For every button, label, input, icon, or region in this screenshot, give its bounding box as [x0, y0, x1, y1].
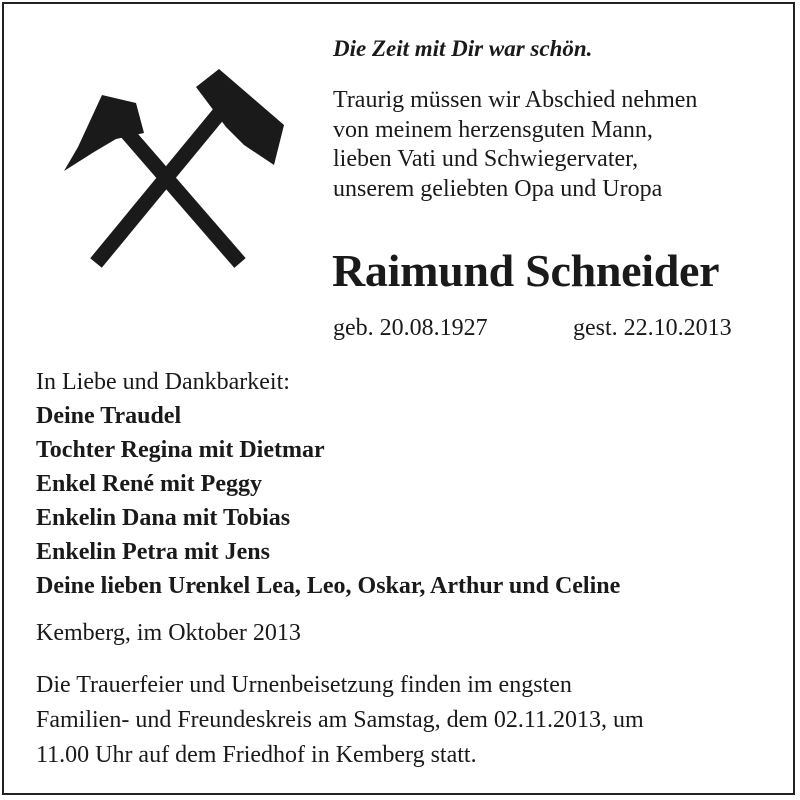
notice-line: 11.00 Uhr auf dem Friedhof in Kemberg statt.: [36, 742, 477, 768]
motto: Die Zeit mit Dir war schön.: [333, 36, 593, 61]
birth-date: geb. 20.08.1927: [333, 315, 488, 341]
mourners-list: [36, 365, 620, 603]
mourner-name: Enkelin Dana mit Tobias: [36, 505, 291, 531]
intro-line: Traurig müssen wir Abschied nehmen: [333, 87, 698, 113]
funeral-notice: [36, 668, 644, 773]
intro-text: [333, 86, 697, 204]
intro-line: von meinem herzensguten Mann,: [333, 116, 653, 143]
mourner-name: Enkel René mit Peggy: [36, 471, 262, 497]
place-and-date: Kemberg, im Oktober 2013: [36, 620, 301, 646]
notice-line: Familien- und Freundeskreis am Samstag, dem 02.11.2013, um: [36, 707, 644, 733]
deceased-name: Raimund Schneider: [332, 245, 720, 296]
mourners-greeting: In Liebe und Dankbarkeit:: [36, 369, 290, 395]
mourner-name: Tochter Regina mit Dietmar: [36, 437, 325, 463]
mourner-name: Deine Traudel: [36, 403, 182, 429]
intro-line: lieben Vati und Schwiegervater,: [333, 146, 639, 172]
mourner-name: Deine lieben Urenkel Lea, Leo, Oskar, Arthur und Celine: [36, 573, 621, 599]
mourner-name: Enkelin Petra mit Jens: [36, 539, 270, 565]
intro-line: unserem geliebten Opa und Uropa: [333, 175, 663, 202]
death-date: gest. 22.10.2013: [573, 315, 732, 341]
crossed-hammers-icon: [44, 55, 296, 285]
notice-line: Die Trauerfeier und Urnenbeisetzung finden im engsten: [36, 672, 572, 698]
